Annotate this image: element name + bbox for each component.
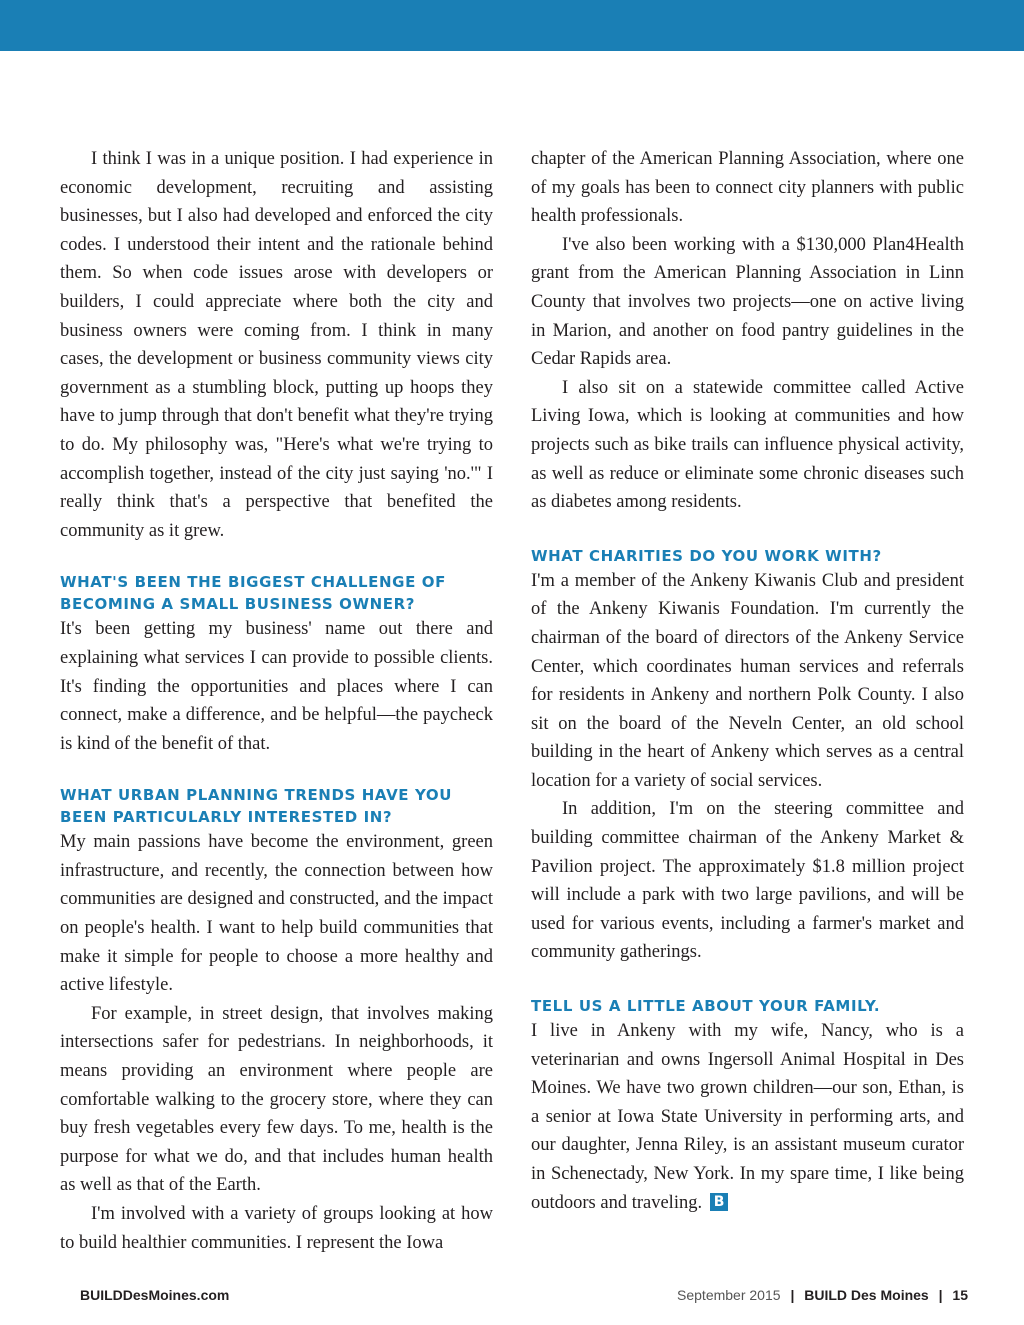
footer-date: September 2015 <box>677 1287 781 1303</box>
footer-folio <box>677 1286 968 1304</box>
body-paragraph: chapter of the American Planning Association, where one of my goals has been to connect city planners with public health professionals. <box>531 149 964 227</box>
page-number: 15 <box>952 1287 968 1303</box>
body-paragraph: I'm involved with a variety of groups looking at how to build healthier communities. I represent the Iowa <box>60 1204 493 1253</box>
answer-paragraph: It's been getting my business' name out there and explaining what services I can provide to possible clients. It's finding the opportunities and places where I can connect, make a difference, and be helpful—the paycheck is kind of the benefit of that. <box>60 619 493 754</box>
body-paragraph: For example, in street design, that involves making intersections safer for pedestrians. In neighborhoods, it means providing an environment where people are comfortable walking to the grocery store, where they can buy fresh vegetables every few days. To me, health is the purpose for what we do, and that includes human health as well as that of the Earth. <box>60 1003 493 1196</box>
question-heading: WHAT URBAN PLANNING TRENDS HAVE YOU BEEN PARTICULARLY INTERESTED IN? <box>60 786 453 827</box>
footer-website: BUILDDesMoines.com <box>80 1287 230 1303</box>
answer-paragraph <box>531 1017 964 1217</box>
answer-paragraph: I'm a member of the Ankeny Kiwanis Club and president of the Ankeny Kiwanis Foundation. I'm currently the chairman of the board of directors of the Ankeny Service Center, which coordinates human services and referrals for residents in Ankeny and northern Polk County. I also sit on the board of the Neveln Center, an old school building in the heart of Ankeny which serves as a central location for a variety of social services. <box>531 570 964 791</box>
footer-separator: | <box>790 1287 795 1303</box>
footer-separator: | <box>938 1287 943 1303</box>
answer-paragraph: My main passions have become the environment, green infrastructure, and recently, the connection between how communities are designed and constructed, and the impact on people's health. I want to help build communities that make it simple for people to choose a more healthy and active lifestyle. <box>60 832 493 996</box>
body-paragraph: In addition, I'm on the steering committee and building committee chairman of the Ankeny Market & Pavilion project. The approximately $1.8 million project will include a park with two large pavilions, and will be used for various events, including a farmer's market and community gatherings. <box>531 799 964 963</box>
right-column <box>531 145 964 1217</box>
question-heading: WHAT CHARITIES DO YOU WORK WITH? <box>531 546 882 565</box>
body-paragraph: I've also been working with a $130,000 Plan4Health grant from the American Planning Association in Linn County that involves two projects—one on active living in Marion, and another on food pantry guidelines in the Cedar Rapids area. <box>531 234 964 370</box>
question-heading: TELL US A LITTLE ABOUT YOUR FAMILY. <box>531 997 881 1016</box>
left-column <box>60 145 493 1257</box>
family-answer-text: I live in Ankeny with my wife, Nancy, who is a veterinarian and owns Ingersoll Animal Hospital in Des Moines. We have two grown children—our son, Ethan, is a senior at Iowa State University in performing arts, and our daughter, Jenna Riley, is an assistant museum curator in Schenectady, New York. In my spare time, I like being outdoors and traveling. <box>531 1021 964 1213</box>
top-color-bar <box>0 0 1024 51</box>
end-of-article-icon: B <box>710 1193 728 1211</box>
body-paragraph: I also sit on a statewide committee called Active Living Iowa, which is looking at communities and how projects such as bike trails can influence physical activity, as well as reduce or eliminate some chronic diseases such as diabetes among residents. <box>531 377 964 513</box>
body-paragraph: I think I was in a unique position. I had experience in economic development, recruiting and assisting businesses, but I also had developed and enforced the city codes. I understood their intent and the rationale behind them. So when code issues arose with developers or builders, I could appreciate where both the city and business owners were coming from. I think in many cases, the development or business community views city government as a stumbling block, putting up hoops they have to jump through that don't benefit what they're trying to do. My philosophy was, "Here's what we're trying to accomplish together, instead of the city just saying 'no.'" I really think that's a perspective that benefited the community as it grew. <box>60 149 493 541</box>
question-heading: WHAT'S BEEN THE BIGGEST CHALLENGE OF BECOMING A SMALL BUSINESS OWNER? <box>60 573 446 614</box>
footer-magazine-name: BUILD Des Moines <box>804 1287 929 1303</box>
